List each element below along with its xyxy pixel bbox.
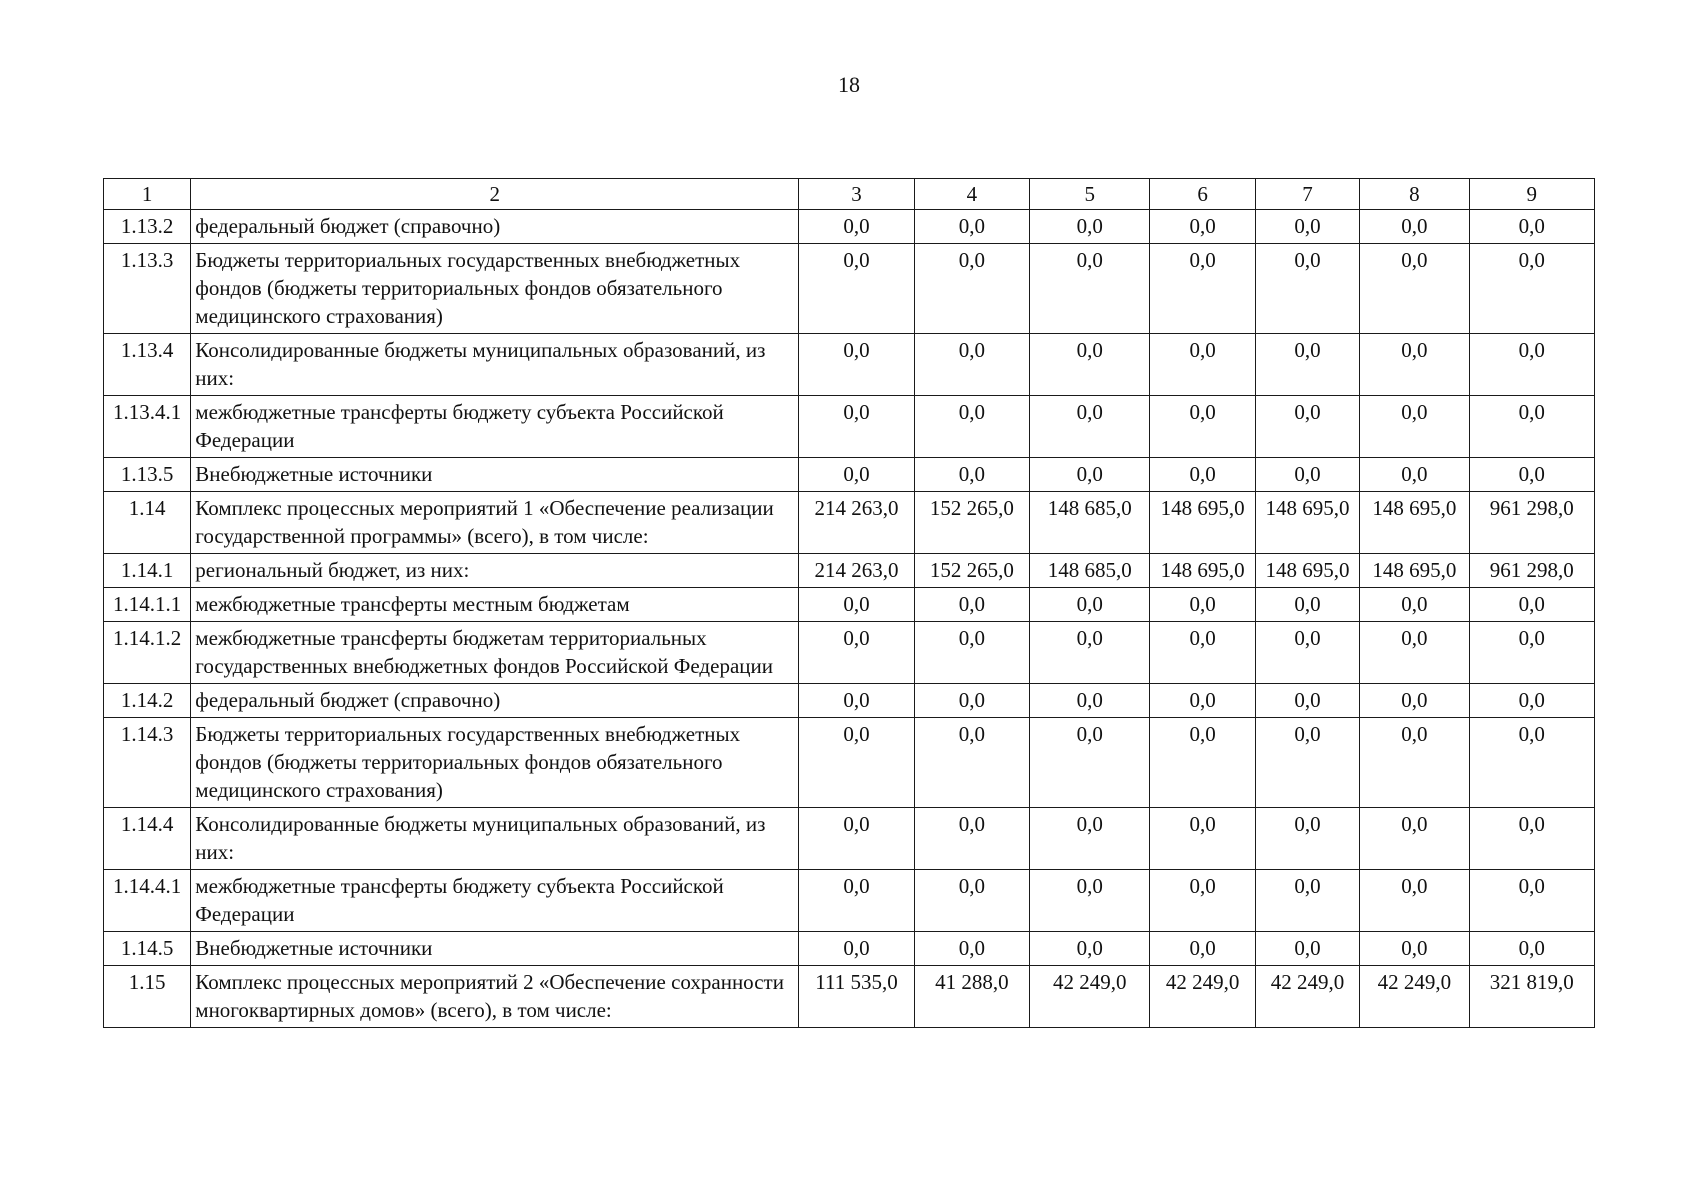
row-value: 0,0	[914, 334, 1029, 396]
row-value: 0,0	[1360, 210, 1469, 244]
row-code: 1.15	[104, 966, 191, 1028]
row-value: 0,0	[1030, 870, 1150, 932]
row-value: 148 695,0	[1150, 554, 1255, 588]
row-name: Внебюджетные источники	[191, 932, 799, 966]
row-value: 0,0	[914, 718, 1029, 808]
row-value: 0,0	[1360, 808, 1469, 870]
row-value: 0,0	[1469, 588, 1595, 622]
table-row	[104, 966, 1595, 1028]
row-value: 0,0	[1360, 244, 1469, 334]
row-value: 0,0	[914, 396, 1029, 458]
row-value: 0,0	[1030, 210, 1150, 244]
row-value: 0,0	[1469, 334, 1595, 396]
row-value: 0,0	[799, 684, 914, 718]
row-code: 1.14.3	[104, 718, 191, 808]
row-value: 0,0	[1030, 396, 1150, 458]
row-value: 0,0	[1360, 334, 1469, 396]
row-value: 0,0	[1030, 932, 1150, 966]
header-cell: 3	[799, 179, 914, 210]
row-value: 148 695,0	[1255, 492, 1359, 554]
row-code: 1.13.3	[104, 244, 191, 334]
row-value: 0,0	[1360, 396, 1469, 458]
row-value: 0,0	[1360, 718, 1469, 808]
row-value: 0,0	[1469, 808, 1595, 870]
table-row	[104, 622, 1595, 684]
row-value: 0,0	[1469, 870, 1595, 932]
row-value: 961 298,0	[1469, 492, 1595, 554]
row-value: 0,0	[1469, 932, 1595, 966]
row-value: 0,0	[1255, 334, 1359, 396]
row-code: 1.14.5	[104, 932, 191, 966]
row-value: 0,0	[1360, 684, 1469, 718]
row-value: 961 298,0	[1469, 554, 1595, 588]
row-code: 1.13.4	[104, 334, 191, 396]
row-name: федеральный бюджет (справочно)	[191, 684, 799, 718]
table-row	[104, 210, 1595, 244]
row-value: 0,0	[1255, 684, 1359, 718]
row-value: 0,0	[1360, 932, 1469, 966]
row-value: 111 535,0	[799, 966, 914, 1028]
header-cell: 2	[191, 179, 799, 210]
table-row	[104, 458, 1595, 492]
row-value: 0,0	[1030, 334, 1150, 396]
budget-table	[103, 178, 1595, 1028]
row-value: 0,0	[799, 334, 914, 396]
row-value: 0,0	[799, 458, 914, 492]
row-value: 0,0	[1469, 718, 1595, 808]
row-value: 0,0	[1030, 684, 1150, 718]
row-code: 1.14.4.1	[104, 870, 191, 932]
row-value: 42 249,0	[1360, 966, 1469, 1028]
row-value: 0,0	[799, 244, 914, 334]
row-value: 0,0	[914, 684, 1029, 718]
row-value: 148 695,0	[1150, 492, 1255, 554]
row-value: 0,0	[1360, 622, 1469, 684]
table-row	[104, 244, 1595, 334]
row-name: федеральный бюджет (справочно)	[191, 210, 799, 244]
row-code: 1.13.5	[104, 458, 191, 492]
row-value: 0,0	[1255, 396, 1359, 458]
row-value: 0,0	[1150, 718, 1255, 808]
row-name: межбюджетные трансферты местным бюджетам	[191, 588, 799, 622]
row-value: 0,0	[1030, 588, 1150, 622]
row-value: 0,0	[1150, 244, 1255, 334]
table-body	[104, 179, 1595, 1028]
row-value: 0,0	[1150, 932, 1255, 966]
row-value: 0,0	[799, 932, 914, 966]
row-value: 214 263,0	[799, 492, 914, 554]
row-value: 214 263,0	[799, 554, 914, 588]
header-cell: 8	[1360, 179, 1469, 210]
row-name: региональный бюджет, из них:	[191, 554, 799, 588]
row-code: 1.14.4	[104, 808, 191, 870]
row-name: межбюджетные трансферты бюджету субъекта Российской Федерации	[191, 870, 799, 932]
header-cell: 4	[914, 179, 1029, 210]
row-value: 0,0	[914, 808, 1029, 870]
row-code: 1.14	[104, 492, 191, 554]
header-cell: 5	[1030, 179, 1150, 210]
row-value: 0,0	[1469, 244, 1595, 334]
row-value: 0,0	[1469, 458, 1595, 492]
row-value: 0,0	[1255, 244, 1359, 334]
row-value: 0,0	[1150, 210, 1255, 244]
row-value: 42 249,0	[1150, 966, 1255, 1028]
row-value: 0,0	[1255, 588, 1359, 622]
row-name: Консолидированные бюджеты муниципальных образований, из них:	[191, 334, 799, 396]
row-value: 0,0	[1255, 458, 1359, 492]
row-value: 0,0	[1150, 684, 1255, 718]
row-name: Консолидированные бюджеты муниципальных образований, из них:	[191, 808, 799, 870]
row-value: 0,0	[1255, 808, 1359, 870]
row-value: 0,0	[1150, 870, 1255, 932]
table-row	[104, 808, 1595, 870]
table-row	[104, 684, 1595, 718]
row-value: 0,0	[799, 396, 914, 458]
table-row	[104, 870, 1595, 932]
table-row	[104, 932, 1595, 966]
header-cell: 7	[1255, 179, 1359, 210]
row-value: 148 695,0	[1360, 492, 1469, 554]
row-code: 1.14.1.2	[104, 622, 191, 684]
row-value: 0,0	[799, 588, 914, 622]
header-cell: 1	[104, 179, 191, 210]
row-value: 0,0	[1469, 396, 1595, 458]
row-value: 152 265,0	[914, 554, 1029, 588]
header-row	[104, 179, 1595, 210]
header-cell: 9	[1469, 179, 1595, 210]
row-value: 42 249,0	[1030, 966, 1150, 1028]
row-name: Бюджеты территориальных государственных внебюджетных фондов (бюджеты территориальных фондов обязательного медицинского страхования)	[191, 718, 799, 808]
row-value: 0,0	[1360, 870, 1469, 932]
row-value: 148 695,0	[1360, 554, 1469, 588]
row-value: 152 265,0	[914, 492, 1029, 554]
page-number: 18	[838, 72, 860, 97]
row-value: 0,0	[914, 622, 1029, 684]
row-value: 148 695,0	[1255, 554, 1359, 588]
row-value: 0,0	[1360, 458, 1469, 492]
row-value: 0,0	[1255, 870, 1359, 932]
row-value: 0,0	[1469, 210, 1595, 244]
row-value: 0,0	[1150, 396, 1255, 458]
row-value: 0,0	[1255, 210, 1359, 244]
table-row	[104, 718, 1595, 808]
row-value: 0,0	[914, 210, 1029, 244]
row-value: 0,0	[799, 870, 914, 932]
row-code: 1.13.2	[104, 210, 191, 244]
row-value: 0,0	[1150, 622, 1255, 684]
row-value: 0,0	[1150, 588, 1255, 622]
row-value: 42 249,0	[1255, 966, 1359, 1028]
row-value: 0,0	[1030, 244, 1150, 334]
row-name: Комплекс процессных мероприятий 1 «Обеспечение реализации государственной программы» (всего), в том числе:	[191, 492, 799, 554]
row-value: 0,0	[1469, 622, 1595, 684]
row-value: 321 819,0	[1469, 966, 1595, 1028]
row-name: межбюджетные трансферты бюджетам территориальных государственных внебюджетных фондов Российской Федерации	[191, 622, 799, 684]
row-value: 0,0	[1255, 718, 1359, 808]
row-name: межбюджетные трансферты бюджету субъекта Российской Федерации	[191, 396, 799, 458]
table-row	[104, 396, 1595, 458]
row-value: 0,0	[1469, 684, 1595, 718]
table-row	[104, 588, 1595, 622]
row-value: 0,0	[1030, 718, 1150, 808]
row-value: 0,0	[1150, 334, 1255, 396]
row-code: 1.13.4.1	[104, 396, 191, 458]
row-value: 0,0	[914, 588, 1029, 622]
row-value: 0,0	[799, 210, 914, 244]
row-value: 0,0	[914, 244, 1029, 334]
header-cell: 6	[1150, 179, 1255, 210]
row-value: 0,0	[1030, 458, 1150, 492]
table-row	[104, 492, 1595, 554]
row-value: 0,0	[799, 622, 914, 684]
row-code: 1.14.2	[104, 684, 191, 718]
row-value: 0,0	[799, 718, 914, 808]
row-value: 148 685,0	[1030, 492, 1150, 554]
row-value: 148 685,0	[1030, 554, 1150, 588]
row-value: 0,0	[1255, 622, 1359, 684]
row-value: 0,0	[1030, 622, 1150, 684]
row-value: 0,0	[799, 808, 914, 870]
table-row	[104, 554, 1595, 588]
row-name: Бюджеты территориальных государственных внебюджетных фондов (бюджеты территориальных фондов обязательного медицинского страхования)	[191, 244, 799, 334]
row-value: 0,0	[914, 870, 1029, 932]
table-row	[104, 334, 1595, 396]
row-name: Внебюджетные источники	[191, 458, 799, 492]
row-code: 1.14.1.1	[104, 588, 191, 622]
row-value: 0,0	[914, 932, 1029, 966]
row-value: 0,0	[1255, 932, 1359, 966]
row-value: 0,0	[914, 458, 1029, 492]
row-value: 0,0	[1030, 808, 1150, 870]
row-value: 41 288,0	[914, 966, 1029, 1028]
row-value: 0,0	[1150, 458, 1255, 492]
row-value: 0,0	[1150, 808, 1255, 870]
row-value: 0,0	[1360, 588, 1469, 622]
row-name: Комплекс процессных мероприятий 2 «Обеспечение сохранности многоквартирных домов» (всего), в том числе:	[191, 966, 799, 1028]
row-code: 1.14.1	[104, 554, 191, 588]
